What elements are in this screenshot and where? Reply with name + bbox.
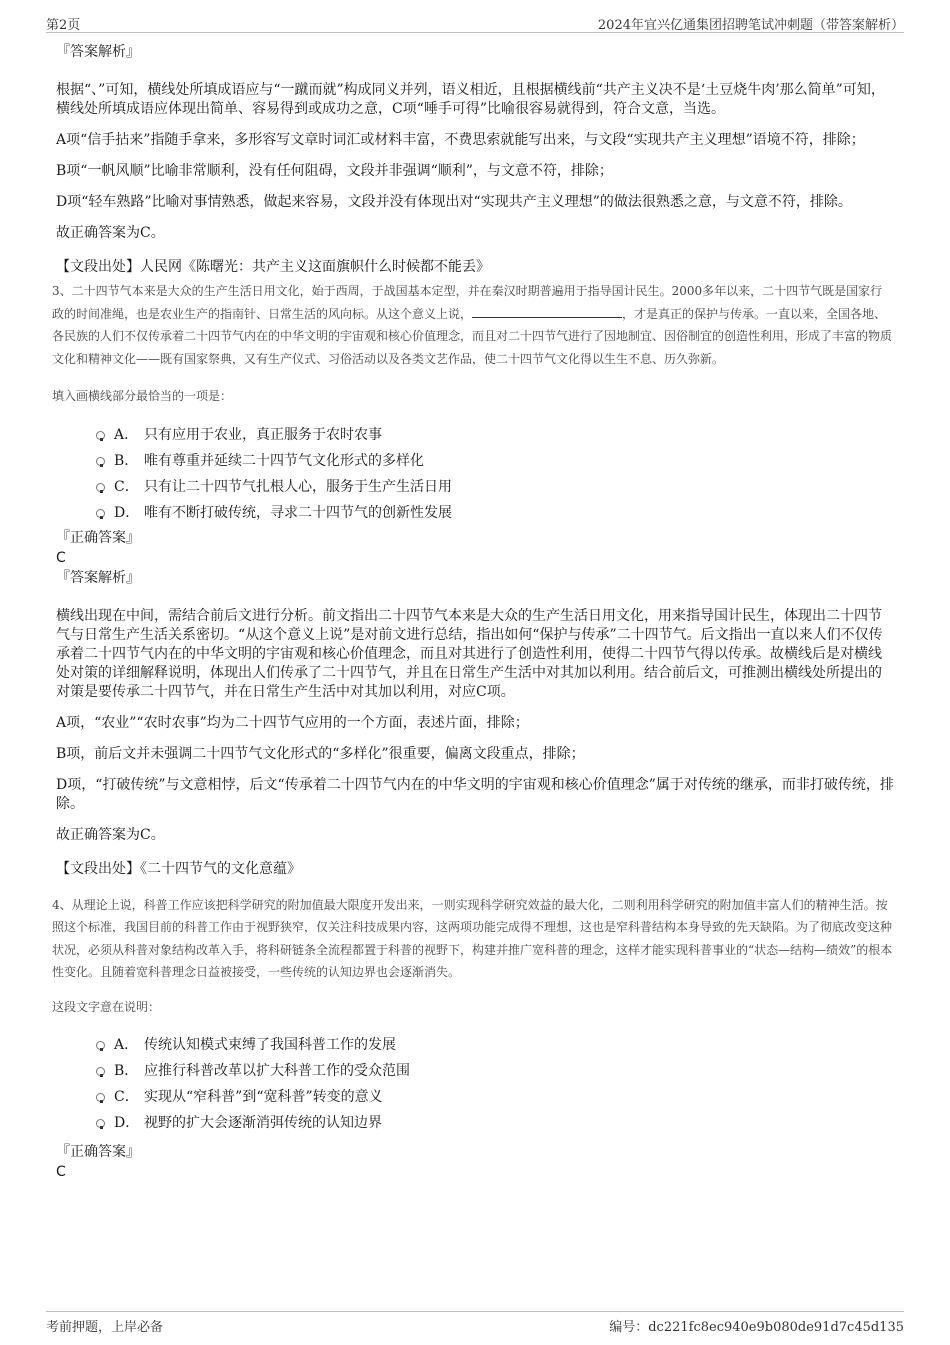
options-list bbox=[56, 422, 894, 526]
analysis-paragraph: B项“一帆风顺”比喻非常顺利，没有任何阻碍，文段并非强调“顺利”，与文意不符，排除； bbox=[56, 163, 613, 179]
correct-answer-label: 『正确答案』 bbox=[56, 1144, 140, 1160]
radio-icon[interactable] bbox=[96, 1067, 105, 1076]
option-c[interactable]: C． 实现从“窄科普”到“宽科普”转变的意义 bbox=[96, 1084, 894, 1110]
correct-answer-label: 『正确答案』 bbox=[56, 529, 140, 546]
option-d[interactable]: D． 唯有不断打破传统，寻求二十四节气的创新性发展 bbox=[96, 500, 894, 526]
correct-answer: C bbox=[56, 549, 66, 566]
analysis-paragraph: D项，“打破传统”与文意相悖，后文“传承着二十四节气内在的中华文明的宇宙观和核心价值理念”属于对传统的继承，而非打破传统，排除。 bbox=[56, 776, 894, 812]
option-d[interactable]: D． 视野的扩大会逐渐消弭传统的认知边界 bbox=[96, 1110, 894, 1136]
analysis-paragraph: D项“轻车熟路”比喻对事情熟悉，做起来容易，文段并没有体现出对“实现共产主义理想”的做法很熟悉之意，与文意不符，排除。 bbox=[56, 194, 852, 210]
question-stem: 3、二十四节气本来是大众的生产生活日用文化，始于西周，于战国基本定型，并在秦汉时期普遍用于指导国计民生。2000多年以来，二十四节气既是国家行政的时间准绳，也是农业生产的指南针、日常生活的风向标。从这个意义上说， ，才是真正的保护与传承。一直以来，全国各地、各民族的人们不仅传承着二十四节气内在的中华文明的宇宙观和核心价值理念，而且对二十四节气进行了因地制宜、因俗制宜的创造性利用，形成了丰富的物质文化和精神文化——既有国家祭典，又有生产仪式、习俗活动以及各类文艺作品，使二十四节气文化得以生生不息、历久弥新。 bbox=[52, 284, 893, 366]
question-prompt: 填入画横线部分最恰当的一项是： bbox=[52, 389, 233, 403]
document-title: 2024年宜兴亿通集团招聘笔试冲刺题（带答案解析） bbox=[597, 18, 904, 33]
option-b[interactable]: B． 应推行科普改革以扩大科普工作的受众范围 bbox=[96, 1058, 894, 1084]
analysis-paragraph: A项，“农业”“农时农事”均为二十四节气应用的一个方面，表述片面，排除； bbox=[56, 714, 529, 731]
option-c[interactable]: C． 只有让二十四节气扎根人心，服务于生产生活日用 bbox=[96, 474, 894, 500]
radio-icon[interactable] bbox=[96, 431, 105, 440]
conclusion: 故正确答案为C。 bbox=[56, 225, 165, 241]
options-list bbox=[56, 1032, 894, 1136]
analysis-paragraph: 根据“、”可知，横线处所填成语应与“一蹴而就”构成同义并列，语义相近，且根据横线前“共产主义决不是‘土豆烧牛肉’那么简单”可知，横线处所填成语应体现出简单、容易得到或成功之意，C项“唾手可得”比喻很容易就得到，符合文意，当选。 bbox=[56, 82, 885, 117]
correct-answer: C bbox=[56, 1164, 66, 1180]
radio-icon[interactable] bbox=[96, 457, 105, 466]
question-stem: 4、从理论上说，科普工作应该把科学研究的附加值最大限度开发出来，一则实现科学研究效益的最大化，二则利用科学研究的附加值丰富人们的精神生活。按照这个标准，我国目前的科普工作由于视野狭窄，仅关注科技成果内容，这两项功能完成得不理想，这也是窄科普结构本身导致的先天缺陷。为了彻底改变这种状况，必须从科普对象结构改革入手，将科研链条全流程都置于科普的视野下，构建并推广宽科普的理念，这样才能实现科普事业的“状态—结构—绩效”的根本性变化。且随着宽科普理念日益被接受，一些传统的认知边界也会逐渐消失。 bbox=[52, 897, 893, 979]
radio-icon[interactable] bbox=[96, 1093, 105, 1102]
radio-icon[interactable] bbox=[96, 509, 105, 518]
conclusion: 故正确答案为C。 bbox=[56, 826, 165, 843]
radio-icon[interactable] bbox=[96, 1119, 105, 1128]
analysis-paragraph: B项，前后文并未强调二十四节气文化形式的“多样化”很重要，偏离文段重点，排除； bbox=[56, 745, 585, 762]
analysis-label: 『答案解析』 bbox=[56, 569, 140, 586]
footer-slogan: 考前押题，上岸必备 bbox=[46, 1320, 164, 1335]
option-a[interactable]: A． 传统认知模式束缚了我国科普工作的发展 bbox=[96, 1032, 894, 1058]
page-number: 第2页 bbox=[46, 18, 81, 33]
option-b[interactable]: B． 唯有尊重并延续二十四节气文化形式的多样化 bbox=[96, 448, 894, 474]
question-prompt: 这段文字意在说明： bbox=[52, 999, 161, 1014]
analysis-paragraph: 横线出现在中间，需结合前后文进行分析。前文指出二十四节气本来是大众的生产生活日用文化，用来指导国计民生，体现出二十四节气与日常生产生活关系密切。“从这个意义上说”是对前文进行总结，指出如何“保护与传承”二十四节气。后文指出一直以来人们不仅传承着二十四节气内在的中华文明的宇宙观和核心价值理念，而且对其进行了创造性利用，使得二十四节气得以传承。故横线后是对横线处对策的详细解释说明，体现出人们传承了二十四节气，并且在日常生产生活中对其加以利用。结合前后文，可推测出横线处所提出的对策是要传承二十四节气，并在日常生产生活中对其加以利用，对应C项。 bbox=[56, 607, 883, 700]
radio-icon[interactable] bbox=[96, 483, 105, 492]
analysis-label: 『答案解析』 bbox=[56, 44, 140, 60]
fill-blank-line bbox=[472, 305, 622, 318]
option-a[interactable]: A． 只有应用于农业，真正服务于农时农事 bbox=[96, 422, 894, 448]
radio-icon[interactable] bbox=[96, 1041, 105, 1050]
page-content bbox=[52, 42, 894, 1182]
analysis-paragraph: A项“信手拈来”指随手拿来，多形容写文章时词汇或材料丰富，不费思索就能写出来，与文段“实现共产主义理想”语境不符，排除； bbox=[56, 132, 865, 148]
page-footer bbox=[46, 1311, 904, 1334]
document-id: 编号：dc221fc8ec940e9b080de91d7c45d135 bbox=[609, 1320, 904, 1335]
source-citation: 【文段出处】人民网《陈曙光：共产主义这面旗帜什么时候都不能丢》 bbox=[56, 259, 490, 275]
page-header bbox=[46, 12, 904, 33]
source-citation: 【文段出处】《二十四节气的文化意蕴》 bbox=[56, 860, 301, 877]
